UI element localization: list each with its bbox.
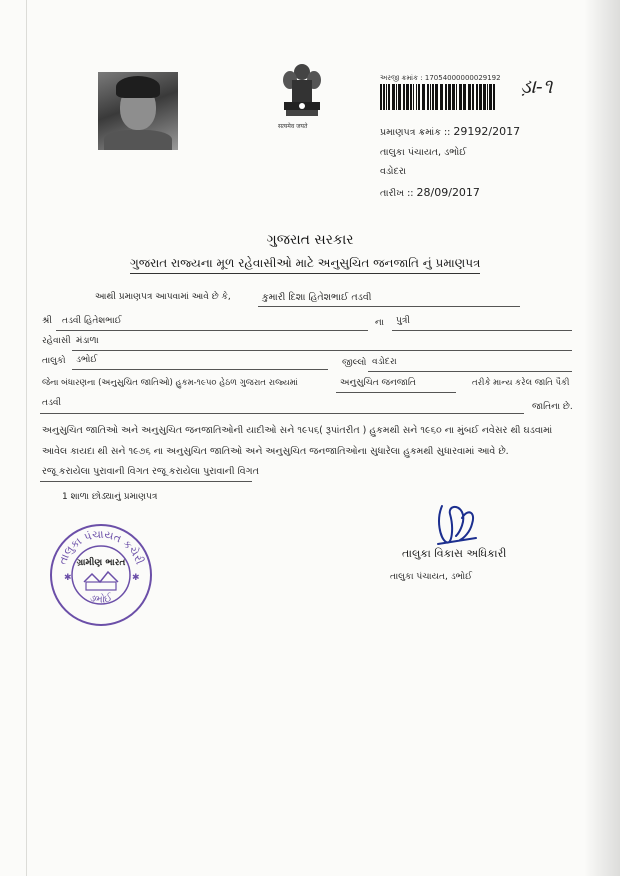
district-line: વડોદરા bbox=[380, 166, 407, 177]
caste-category-value: અનુસુચિત જનજાતિ bbox=[340, 378, 416, 388]
taluka-value: ડભોઈ bbox=[76, 355, 98, 365]
relation-value: પુત્રી bbox=[396, 316, 410, 326]
residence-label: રહેવાસી bbox=[42, 336, 71, 346]
caste-line-suffix: તરીકે માન્ય કરેલ જાતિ પૈકી bbox=[472, 378, 570, 388]
applicant-name: કુમારી દિશા હિતેશભાઈ તડવી bbox=[262, 292, 372, 303]
stamp-center-text: ગ્રામીણ ભારત bbox=[76, 558, 126, 568]
applicant-photo bbox=[98, 72, 178, 150]
signatory-office: તાલુકા પંચાયત, ડભોઈ bbox=[390, 572, 473, 582]
certificate-number-label: પ્રમાણપત્ર ક્રમાંક :: bbox=[380, 127, 451, 138]
page-shadow bbox=[584, 0, 620, 876]
issuer-line: તાલુકા પંચાયત, ડભોઈ bbox=[380, 147, 467, 158]
district-label: જીલ્લો bbox=[342, 358, 367, 368]
district-underline bbox=[368, 371, 572, 372]
certificate-number-value: 29192/2017 bbox=[453, 125, 521, 138]
father-underline bbox=[56, 330, 368, 331]
taluka-underline bbox=[72, 369, 328, 370]
certificate-number-row bbox=[380, 125, 520, 138]
svg-text:ડભોઈ bbox=[88, 592, 113, 606]
residence-value: મંડાળા bbox=[76, 336, 99, 346]
date-label: તારીખ :: bbox=[380, 188, 414, 199]
district-value: વડોદરા bbox=[372, 357, 397, 367]
caste-value: તડવી bbox=[42, 398, 62, 408]
svg-text:✱: ✱ bbox=[64, 573, 72, 583]
svg-text:✱: ✱ bbox=[132, 573, 140, 583]
shri-label: શ્રી bbox=[42, 316, 52, 326]
name-underline bbox=[258, 306, 520, 307]
caste-underline bbox=[40, 413, 524, 414]
stamp-top-text: તાલુકા પંચાયત કચેરી bbox=[55, 527, 147, 567]
caste-category-underline bbox=[336, 392, 456, 393]
intro-label: આથી પ્રમાણપત્ર આપવામાં આવે છે કે, bbox=[95, 292, 231, 302]
government-title: ગુજરાત સરકાર bbox=[266, 232, 354, 248]
signature-mark bbox=[432, 498, 482, 550]
caste-end-label: જાતિના છે. bbox=[532, 402, 573, 412]
documents-heading-underline bbox=[40, 481, 252, 482]
barcode-icon bbox=[378, 84, 498, 110]
taluka-label: તાલુકો bbox=[42, 356, 66, 366]
residence-underline bbox=[72, 350, 572, 351]
relation-underline bbox=[392, 330, 572, 331]
date-value: 28/09/2017 bbox=[416, 186, 480, 199]
emblem-caption: सत्यमेव जयते bbox=[278, 123, 308, 130]
paragraph-line-1: અનુસુચિત જાતિઓ અને અનુસુચિત જનજાતિઓની યાદીઓ સને ૧૯૫૬( રૂપાંતરીત ) હુકમથી સને ૧૯૬૦ ના મુંબઈ નવેસર થી ઘડવામાં bbox=[42, 425, 553, 436]
father-name: તડવી હિતેશભાઈ bbox=[62, 316, 122, 326]
panchayat-stamp bbox=[48, 522, 154, 628]
date-row bbox=[380, 186, 480, 199]
paragraph-line-2: આવેલ કાયદા થી સને ૧૯૭૬ ના અનુસુચિત જાતિઓ અને અનુસુચિત જનજાતિઓના સુધારેલા હુકમથી સુધારવામાં આવે છે. bbox=[42, 446, 509, 457]
page-edge-line bbox=[26, 0, 27, 876]
stamp-bottom-text: ડભોઈ bbox=[88, 592, 114, 606]
caste-line-label: જેના બંધારણના (અનુસુચિત જાતિઓ) હુકમ-૧૯૫૦ હેઠળ ગુજરાત રાજ્યમાં bbox=[42, 378, 298, 388]
signatory-title: તાલુકા વિકાસ અધિકારી bbox=[402, 547, 507, 560]
barcode-label: અરજી ક્રમાંક : 17054000000029192 bbox=[380, 74, 501, 82]
certificate-title: ગુજરાત રાજ્યના મૂળ રહેવાસીઓ માટે અનુસુચિત જનજાતિ નું પ્રમાણપત્ર bbox=[130, 256, 480, 274]
relation-label: ના bbox=[375, 318, 384, 328]
document-item: 1 શાળા છોડ્યાનું પ્રમાણપત્ર bbox=[62, 492, 158, 502]
handwritten-note: ડ઼ા-૧ bbox=[520, 74, 553, 98]
documents-heading: રજૂ કરાયેલા પુરાવાની વિગત રજૂ કરાયેલા પુરાવાની વિગત bbox=[42, 466, 259, 477]
